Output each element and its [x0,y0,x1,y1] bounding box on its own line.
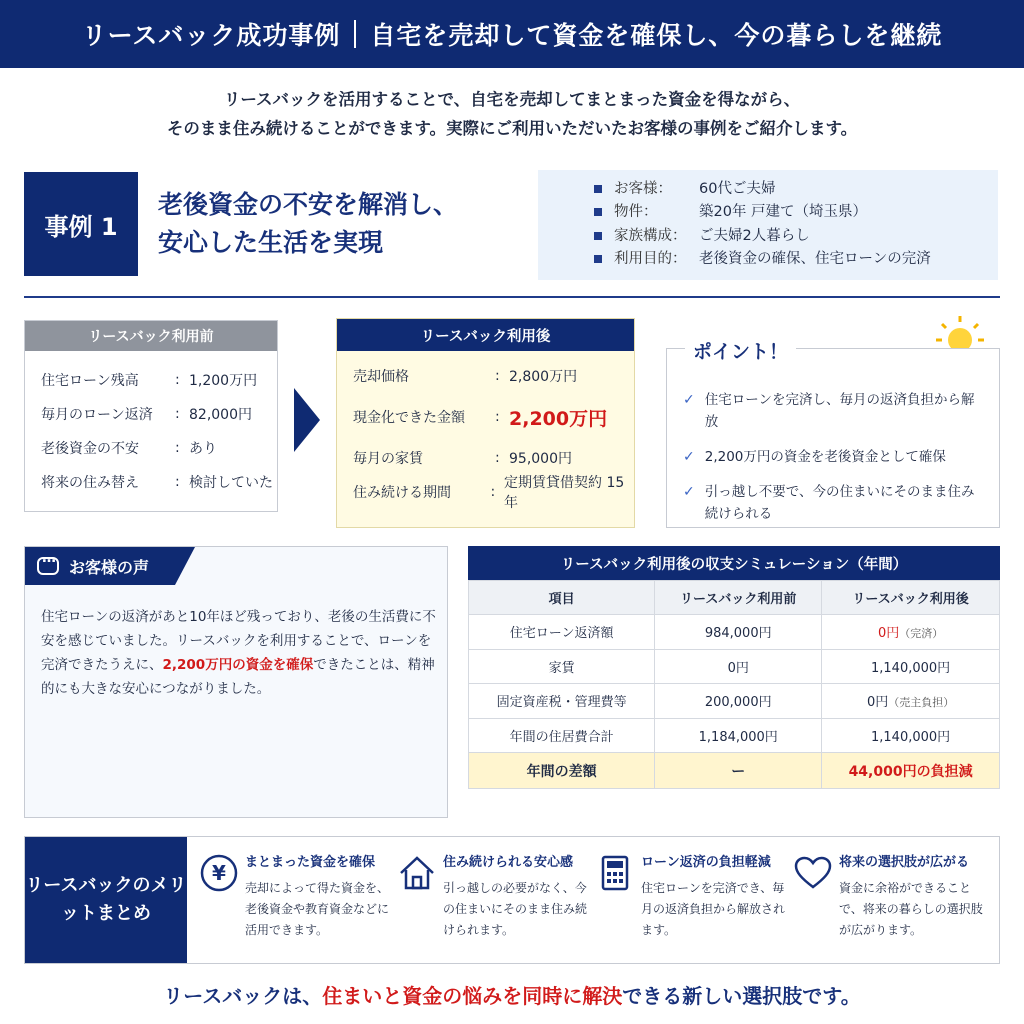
table-cell: 家賃 [469,649,655,684]
table-cell: 0円 [655,649,822,684]
bullet-icon [594,255,602,263]
table-cell: 固定資産税・管理費等 [469,684,655,719]
merit-title: 将来の選択肢が広がる [839,855,970,870]
speech-bubble-icon [37,557,59,575]
check-icon: ✓ [683,448,695,465]
after-row: 売却価格 : 2,800万円 [353,368,578,385]
before-row: 老後資金の不安 : あり [41,440,217,457]
table-cell: ー [655,753,822,789]
before-key: 老後資金の不安 [41,441,139,457]
svg-text:¥: ¥ [212,861,226,885]
footer-message [0,980,1024,1009]
intro-line-1: リースバックを活用することで、自宅を売却してまとまった資金を得ながら、 [223,90,801,109]
simulation-title: リースバック利用後の収支シミュレーション（年間） [468,546,1000,580]
bullet-icon [594,232,602,240]
before-box [24,320,278,512]
check-icon: ✓ [683,392,695,408]
case-info-row [594,248,998,271]
customer-voice-title: お客様の声 [69,557,150,577]
customer-voice-text [41,605,441,723]
merit-desc: 住宅ローンを完済でき、毎月の返済負担から解放されます。 [641,881,786,937]
table-cell: 年間の住居費合計 [469,718,655,753]
before-row: 住宅ローン残高 : 1,200万円 [41,372,258,389]
merit-title: ローン返済の負担軽減 [641,855,771,870]
after-value-highlight: 2,200万円 [509,407,608,430]
customer-voice-tab [25,547,175,585]
table-cell: 200,000円 [655,684,822,719]
merits-box [24,836,1000,964]
table-cell: 住宅ローン返済額 [469,615,655,650]
case-info-row [594,178,998,201]
before-key: 毎月のローン返済 [41,407,153,423]
cell-value: 0円 [866,695,889,711]
merit-title: まとまった資金を確保 [245,855,376,870]
case-info-value: 老後資金の確保、住宅ローンの完済 [699,251,931,268]
table-cell: 44,000円の負担減 [822,753,1000,789]
before-value: あり [189,441,217,457]
heart-icon [793,853,833,893]
check-icon: ✓ [683,483,695,500]
table-total-row [469,753,1000,789]
case-info-box [538,170,998,280]
merits-label: リースバックのメリットまとめ [25,837,187,963]
voice-text-1a: 住宅ローンの返済があと10年ほど残っており、老後の生活費に不安を感じていました。リースバックを利用することで、ローンを完済できたうえに、 [41,609,436,674]
case-info-value: 60代ご夫婦 [699,181,776,197]
case-info-key: 利用目的： [614,251,687,268]
after-value: 2,800万円 [509,369,578,385]
before-key: 将来の住み替え [41,475,139,491]
footer-text-pre: リースバックは、 [163,984,323,1008]
table-header: 項目 [469,581,655,615]
table-row [469,615,1000,650]
point-item-text: 引っ越し不要で、今の住まいにそのまま住み続けられる [704,483,975,522]
arrow-right-icon [294,388,320,452]
voice-text-1b: できたことは、精神的にも大きな安心につながりました。 [41,657,435,698]
case-info-value: 築20年 戸建て（埼玉県） [699,204,868,221]
simulation-table-box [468,546,1000,789]
merit-title: 住み続けられる安心感 [443,855,574,870]
house-icon [397,853,437,893]
case-info-row [594,201,998,224]
table-cell: 1,140,000円 [822,649,1000,684]
table-cell: 1,140,000円 [822,718,1000,753]
cell-note: （売主負担） [888,696,955,710]
after-row: 毎月の家賃 : 95,000円 [353,450,572,467]
after-value: 定期賃貸借契約 15年 [504,475,625,511]
header-title: リースバック成功事例 [81,21,341,50]
table-header-row [469,581,1000,615]
case-info-row [594,225,998,248]
intro-line-2: そのまま住み続けることができます。実際にご利用いただいたお客様の事例をご紹介します。 [166,118,858,138]
point-box [666,341,1000,528]
merit-item [595,851,795,941]
before-value: 82,000円 [189,407,252,423]
point-title: ポイント！ [685,337,796,364]
case-title-line-1: 老後資金の不安を解消し、 [158,190,459,219]
after-row: 現金化できた金額 : 2,200万円 [353,393,634,441]
merit-desc: 資金に余裕ができることで、将来の暮らしの選択肢が広がります。 [839,881,983,937]
point-item-text: 2,200万円の資金を老後資金として確保 [704,448,946,465]
bullet-icon [594,185,602,193]
after-key: 住み続ける期間 [353,485,451,501]
case-info-value: ご夫婦2人暮らし [699,227,810,244]
table-cell: 年間の差額 [469,753,655,789]
merit-item [793,851,993,941]
customer-voice-box [24,546,448,818]
yen-icon [199,853,239,893]
section-divider [24,296,1000,298]
cell-note: （完済） [899,627,944,641]
after-title: リースバック利用後 [337,319,634,351]
header-subtitle: 自宅を売却して資金を確保し、今の暮らしを継続 [370,21,943,50]
point-item-text: 住宅ローンを完済し、毎月の返済負担から解放 [704,392,975,431]
before-value: 検討していた [189,475,273,491]
before-row: 毎月のローン返済 : 82,000円 [41,406,252,423]
simulation-table [468,580,1000,789]
voice-highlight: 2,200万円の資金を確保 [162,657,314,674]
merit-item [397,851,597,941]
case-title [158,186,458,261]
intro-text [0,86,1024,144]
page-header [0,0,1024,68]
case-title-line-2: 安心した生活を実現 [158,227,384,257]
table-header: リースバック利用後 [822,581,1000,615]
case-info-key: 物件： [614,204,658,221]
point-item [683,481,983,526]
table-row [469,684,1000,719]
table-row [469,649,1000,684]
footer-text-post: できる新しい選択肢です。 [622,984,861,1008]
calculator-icon [595,853,635,893]
header-separator [354,20,356,48]
after-row: 住み続ける期間 : 定期賃貸借契約 15年 [353,475,634,509]
case-info-key: お客様： [614,181,672,197]
table-row [469,718,1000,753]
before-value: 1,200万円 [189,373,258,389]
table-cell [822,615,1000,650]
footer-highlight: 住まいと資金の悩みを同時に解決 [322,984,623,1008]
merit-desc: 売却によって得た資金を、老後資金や教育資金などに活用できます。 [245,881,390,937]
table-cell: 1,184,000円 [655,718,822,753]
after-key: 売却価格 [353,369,409,385]
after-box [336,318,635,528]
before-row: 将来の住み替え : 検討していた [41,474,273,491]
table-cell: 984,000円 [655,615,822,650]
before-title: リースバック利用前 [25,321,277,351]
after-value: 95,000円 [509,451,572,467]
point-item [683,446,983,469]
table-cell [822,684,1000,719]
after-key: 現金化できた金額 [353,410,465,426]
before-key: 住宅ローン残高 [41,373,139,389]
merit-item [199,851,399,941]
cell-value: 0円 [877,626,900,642]
after-key: 毎月の家賃 [353,451,423,467]
table-header: リースバック利用前 [655,581,822,615]
bullet-icon [594,208,602,216]
case-info-key: 家族構成： [614,227,687,244]
case-label: 事例 1 [24,172,138,276]
merit-desc: 引っ越しの必要がなく、今の住まいにそのまま住み続けられます。 [443,881,588,937]
point-item [683,389,983,434]
